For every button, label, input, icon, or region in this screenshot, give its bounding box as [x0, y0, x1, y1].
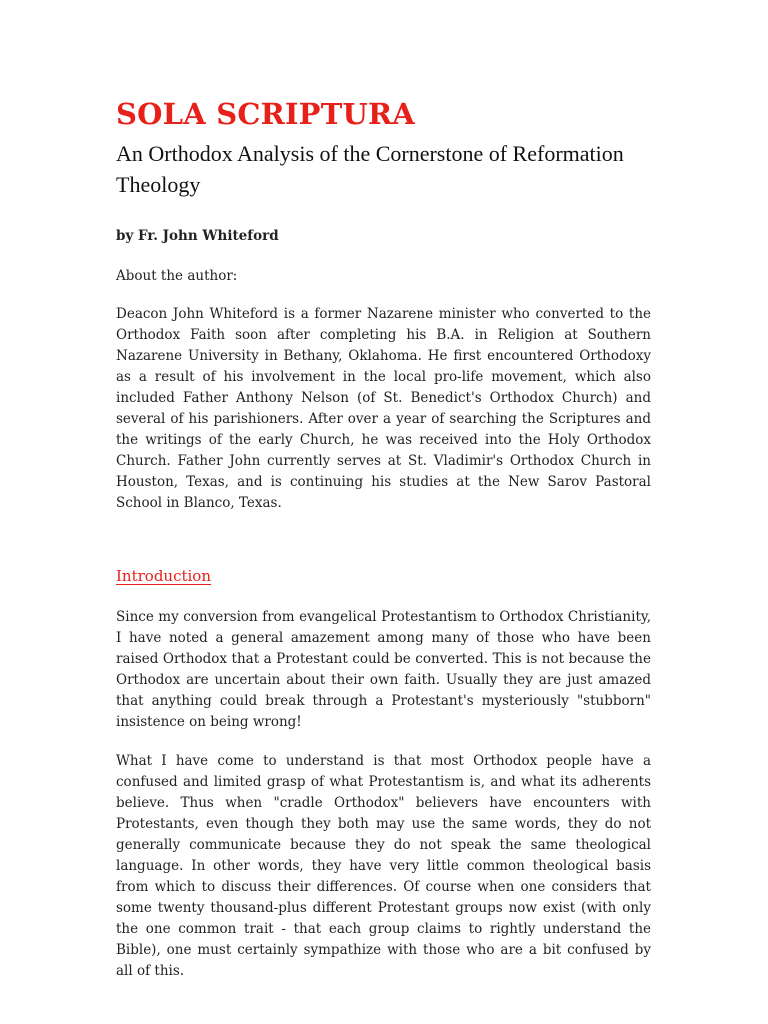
document-subtitle: An Orthodox Analysis of the Cornerstone of Reformation Theology — [116, 141, 624, 197]
document-title: SOLA SCRIPTURA — [116, 97, 415, 131]
about-author-paragraph: Deacon John Whiteford is a former Nazarene minister who converted to the Orthodox Faith soon after completing his B.A. in Religion at Southern Nazarene University in Bethany, Oklahoma. He first encountered Orthodoxy as a result of his involvement in the local pro-life movement, which also included Father Anthony Nelson (of St. Benedict's Orthodox Church) and several of his parishioners. After over a year of searching the Scriptures and the writings of the early Church, he was received into the Holy Orthodox Church. Father John currently serves at St. Vladimir's Orthodox Church in Houston, Texas, and is continuing his studies at the New Sarov Pastoral School in Blanco, Texas. — [116, 306, 651, 511]
byline-prefix: by — [116, 228, 134, 244]
body-paragraph: What I have come to understand is that most Orthodox people have a confused and limited grasp of what Protestantism is, and what its adherents believe. Thus when "cradle Orthodox" believers have encounters with Protestants, even though they both may use the same words, they do not generally communicate because they do not speak the same theological language. In other words, they have very little common theological basis from which to discuss their differences. Of course when one considers that some twenty thousand-plus different Protestant groups now exist (with only the one common trait - that each group claims to rightly understand the Bible), one must certainly sympathize with those who are a bit confused by all of this. — [116, 753, 651, 979]
byline — [116, 226, 651, 246]
author-name: Fr. John Whiteford — [138, 228, 279, 244]
about-author-label: About the author: — [116, 268, 238, 284]
body-paragraph: Since my conversion from evangelical Protestantism to Orthodox Christianity, I have noted a general amazement among many of those who have been raised Orthodox that a Protestant could be converted. This is not because the Orthodox are uncertain about their own faith. Usually they are just amazed that anything could break through a Protestant's mysteriously "stubborn" insistence on being wrong! — [116, 609, 651, 730]
section-heading-introduction: Introduction — [116, 567, 211, 585]
document-page — [116, 96, 651, 982]
